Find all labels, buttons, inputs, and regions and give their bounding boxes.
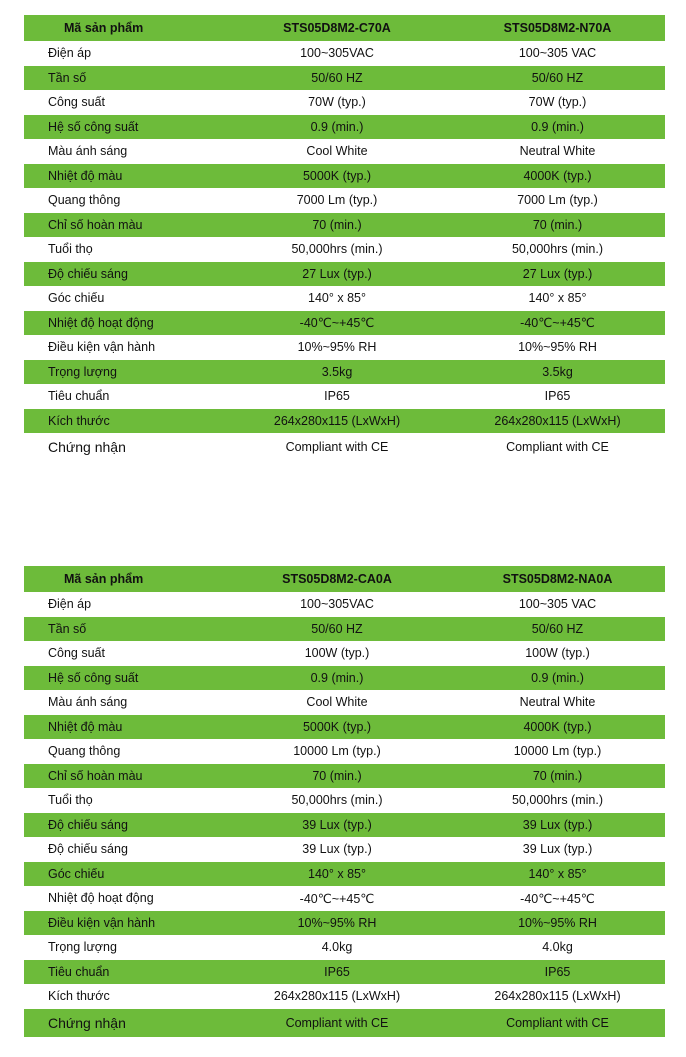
- spec-value-model-2: IP65: [544, 389, 571, 404]
- spec-value-model-1: Cool White: [306, 695, 368, 710]
- spec-value-model-2: 70W (typ.): [528, 95, 587, 110]
- spec-value-model-2: Compliant with CE: [506, 1015, 609, 1030]
- spec-value-model-1: 70W (typ.): [308, 95, 366, 110]
- table-row: [24, 139, 665, 164]
- spec-label: Công suất: [48, 95, 105, 110]
- table-row: [24, 286, 665, 311]
- spec-value-model-1: 140° x 85°: [308, 291, 366, 306]
- spec-label: Quang thông: [48, 193, 121, 208]
- table-row: [24, 739, 665, 764]
- spec-label: Chứng nhận: [48, 439, 126, 455]
- spec-label: Trọng lượng: [48, 940, 117, 955]
- spec-value-model-2: 39 Lux (typ.): [522, 817, 593, 832]
- table-row: [24, 935, 665, 960]
- spec-value-model-1: 50,000hrs (min.): [291, 793, 383, 808]
- spec-label: Tuổi thọ: [48, 242, 93, 257]
- table-row: [24, 188, 665, 213]
- spec-label: Nhiệt độ màu: [48, 719, 123, 734]
- spec-value-model-1: 7000 Lm (typ.): [296, 193, 378, 208]
- spec-value-model-2: 4.0kg: [542, 940, 573, 955]
- spec-value-model-2: Neutral White: [519, 695, 596, 710]
- spec-value-model-1: Cool White: [306, 144, 368, 159]
- spec-value-model-1: 5000K (typ.): [302, 168, 372, 183]
- spec-value-model-1: 0.9 (min.): [310, 119, 364, 134]
- spec-value-model-2: 27 Lux (typ.): [522, 266, 593, 281]
- spec-value-model-2: 10%~95% RH: [518, 915, 597, 930]
- spec-value-model-1: 50/60 HZ: [311, 621, 363, 636]
- table-row: [24, 641, 665, 666]
- spec-label: Độ chiếu sáng: [48, 266, 128, 281]
- spec-value-model-2: 50,000hrs (min.): [511, 793, 603, 808]
- spec-value-model-1: 3.5kg: [321, 364, 353, 379]
- table-row: [24, 384, 665, 409]
- spec-value-model-2: 0.9 (min.): [531, 670, 584, 685]
- table-row: [24, 409, 665, 434]
- spec-label: Điều kiện vận hành: [48, 340, 156, 355]
- spec-value-model-2: 7000 Lm (typ.): [517, 193, 598, 208]
- spec-value-model-1: 264x280x115 (LxWxH): [273, 413, 401, 428]
- spec-label: Hệ số công suất: [48, 670, 139, 685]
- spec-label: Điện áp: [48, 46, 92, 61]
- table-header-row: [24, 566, 665, 592]
- spec-value-model-1: 50,000hrs (min.): [291, 242, 383, 257]
- spec-value-model-1: 4.0kg: [321, 940, 353, 955]
- table-row: [24, 960, 665, 985]
- spec-value-model-1: 10000 Lm (typ.): [293, 744, 381, 759]
- table-row: [24, 984, 665, 1009]
- spec-value-model-2: 10%~95% RH: [518, 340, 597, 355]
- table-row: [24, 1009, 665, 1037]
- spec-value-model-2: Neutral White: [519, 144, 596, 159]
- spec-label: Công suất: [48, 646, 105, 661]
- spec-label: Tiêu chuẩn: [48, 389, 110, 404]
- spec-table-70w: [24, 15, 665, 461]
- spec-label: Góc chiếu: [48, 291, 105, 306]
- table-row: [24, 837, 665, 862]
- spec-value-model-1: 70 (min.): [312, 768, 362, 783]
- spec-label: Tần số: [48, 70, 87, 85]
- spec-value-model-1: 140° x 85°: [308, 866, 366, 881]
- table-header-row: [24, 15, 665, 41]
- table-row: [24, 862, 665, 887]
- header-model-2: STS05D8M2-NA0A: [502, 572, 613, 586]
- table-row: [24, 813, 665, 838]
- spec-value-model-1: 70 (min.): [312, 217, 362, 232]
- table-row: [24, 617, 665, 642]
- spec-value-model-1: 39 Lux (typ.): [302, 842, 372, 857]
- spec-value-model-2: 10000 Lm (typ.): [513, 744, 602, 759]
- spec-value-model-2: 100~305 VAC: [518, 597, 597, 612]
- spec-value-model-2: 39 Lux (typ.): [522, 842, 593, 857]
- spec-value-model-1: Compliant with CE: [285, 1015, 389, 1030]
- spec-label: Tuổi thọ: [48, 793, 93, 808]
- table-row: [24, 592, 665, 617]
- spec-value-model-2: 70 (min.): [532, 217, 583, 232]
- spec-value-model-2: 50,000hrs (min.): [511, 242, 603, 257]
- spec-value-model-2: IP65: [544, 964, 571, 979]
- spec-label: Màu ánh sáng: [48, 695, 128, 710]
- spec-value-model-2: 140° x 85°: [528, 291, 587, 306]
- spec-value-model-1: 0.9 (min.): [310, 670, 364, 685]
- table-row: [24, 886, 665, 911]
- spec-value-model-2: 140° x 85°: [528, 866, 587, 881]
- header-model-1: STS05D8M2-CA0A: [282, 572, 392, 586]
- spec-label: Chỉ số hoàn màu: [48, 217, 143, 232]
- spec-value-model-2: 3.5kg: [542, 364, 573, 379]
- spec-label: Quang thông: [48, 744, 121, 759]
- spec-value-model-1: Compliant with CE: [285, 440, 389, 454]
- spec-value-model-2: 4000K (typ.): [523, 719, 592, 734]
- table-row: [24, 666, 665, 691]
- spec-value-model-1: 50/60 HZ: [311, 70, 363, 85]
- table-row: [24, 764, 665, 789]
- table-row: [24, 115, 665, 140]
- table-row: [24, 262, 665, 287]
- spec-value-model-2: 50/60 HZ: [531, 621, 584, 636]
- spec-label: Trọng lượng: [48, 364, 117, 379]
- spec-value-model-1: 100~305VAC: [300, 597, 374, 612]
- header-label: Mã sản phẩm: [64, 21, 144, 35]
- spec-value-model-1: 10%~95% RH: [297, 340, 377, 355]
- spec-label: Tần số: [48, 621, 87, 636]
- spec-value-model-2: -40℃~+45℃: [520, 316, 595, 331]
- spec-label: Điều kiện vận hành: [48, 915, 156, 930]
- table-row: [24, 311, 665, 336]
- spec-value-model-2: Compliant with CE: [506, 440, 609, 454]
- spec-label: Chỉ số hoàn màu: [48, 768, 143, 783]
- spec-value-model-1: 27 Lux (typ.): [302, 266, 372, 281]
- spec-value-model-1: 39 Lux (typ.): [302, 817, 372, 832]
- spec-label: Tiêu chuẩn: [48, 964, 110, 979]
- spec-table-100w: [24, 566, 665, 1037]
- table-row: [24, 433, 665, 461]
- spec-value-model-1: 264x280x115 (LxWxH): [273, 989, 401, 1004]
- table-row: [24, 715, 665, 740]
- table-row: [24, 164, 665, 189]
- table-row: [24, 237, 665, 262]
- spec-label: Độ chiếu sáng: [48, 817, 128, 832]
- spec-value-model-2: 100~305 VAC: [518, 46, 597, 61]
- spec-label: Góc chiếu: [48, 866, 105, 881]
- spec-label: Độ chiếu sáng: [48, 842, 128, 857]
- spec-label: Nhiệt độ màu: [48, 168, 123, 183]
- header-label: Mã sản phẩm: [64, 572, 144, 586]
- spec-value-model-2: 4000K (typ.): [523, 168, 592, 183]
- spec-label: Kích thước: [48, 989, 110, 1004]
- table-row: [24, 213, 665, 238]
- table-row: [24, 788, 665, 813]
- table-row: [24, 690, 665, 715]
- spec-label: Chứng nhận: [48, 1014, 126, 1031]
- table-row: [24, 911, 665, 936]
- spec-value-model-1: IP65: [324, 389, 350, 404]
- spec-label: Điện áp: [48, 597, 92, 612]
- spec-value-model-1: 100W (typ.): [304, 646, 370, 661]
- spec-label: Nhiệt độ hoạt động: [48, 315, 154, 330]
- spec-value-model-2: 100W (typ.): [525, 646, 590, 661]
- spec-value-model-2: 50/60 HZ: [531, 70, 584, 85]
- spec-value-model-2: -40℃~+45℃: [520, 891, 595, 906]
- spec-value-model-1: -40℃~+45℃: [299, 316, 375, 331]
- header-model-1: STS05D8M2-C70A: [283, 21, 391, 35]
- spec-value-model-1: 100~305VAC: [300, 46, 374, 61]
- spec-value-model-2: 264x280x115 (LxWxH): [494, 413, 621, 428]
- spec-value-model-1: 5000K (typ.): [302, 719, 372, 734]
- spec-label: Nhiệt độ hoạt động: [48, 891, 154, 906]
- table-row: [24, 66, 665, 91]
- table-row: [24, 90, 665, 115]
- spec-label: Màu ánh sáng: [48, 144, 128, 159]
- table-row: [24, 41, 665, 66]
- spec-value-model-2: 264x280x115 (LxWxH): [494, 989, 621, 1004]
- table-row: [24, 335, 665, 360]
- header-model-2: STS05D8M2-N70A: [503, 21, 612, 35]
- table-row: [24, 360, 665, 385]
- spec-value-model-1: IP65: [324, 964, 350, 979]
- spec-label: Hệ số công suất: [48, 119, 139, 134]
- spec-value-model-2: 70 (min.): [532, 768, 583, 783]
- spec-label: Kích thước: [48, 413, 110, 428]
- spec-value-model-1: -40℃~+45℃: [299, 891, 375, 906]
- spec-value-model-1: 10%~95% RH: [297, 915, 377, 930]
- spec-value-model-2: 0.9 (min.): [531, 119, 584, 134]
